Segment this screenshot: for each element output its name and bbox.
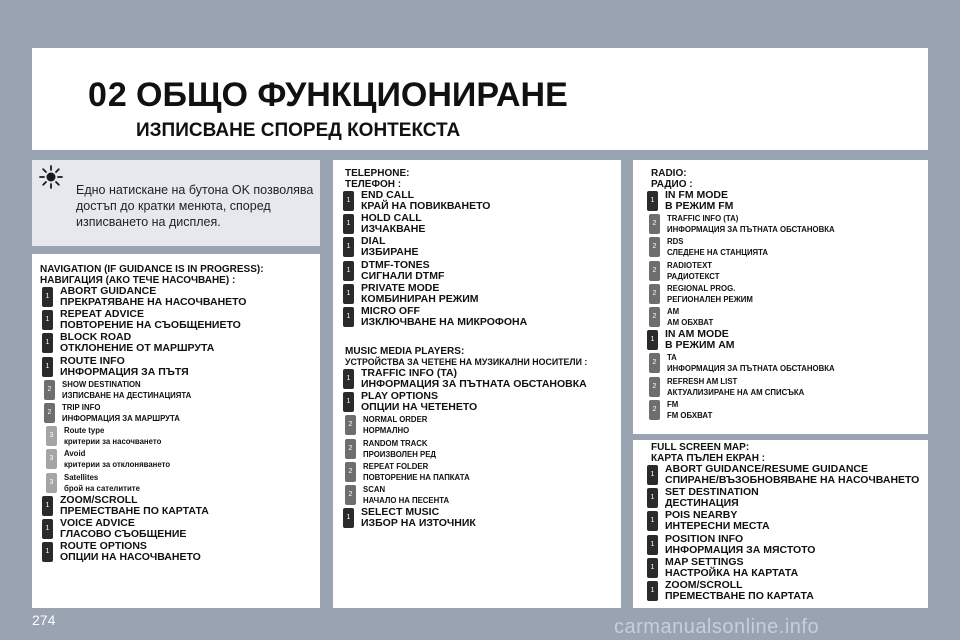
item-label-bg: ПОВТОРЕНИЕ НА ПАПКАТА <box>363 472 470 482</box>
item-label-en: TRAFFIC INFO (TA) <box>667 214 739 224</box>
item-label-bg: ПРОИЗВОЛЕН РЕД <box>363 449 436 459</box>
navigation-item <box>42 541 312 564</box>
item-label-bg: ИНТЕРЕСНИ МЕСТА <box>665 520 770 533</box>
item-label-bg: AM ОБХВАТ <box>667 317 714 327</box>
chapter-title: ОБЩО ФУНКЦИОНИРАНЕ <box>136 76 568 114</box>
navigation-item <box>42 379 312 402</box>
item-label-en: TRAFFIC INFO (TA) <box>361 367 458 379</box>
item-label-en: ZOOM/SCROLL <box>665 578 743 591</box>
level-badge: 2 <box>44 380 55 400</box>
telephone-item <box>343 260 613 283</box>
navigation-panel <box>32 254 320 608</box>
radio-item <box>647 352 925 375</box>
fullmap-item <box>647 487 925 510</box>
item-label-bg: ОТКЛОНЕНИЕ ОТ МАРШРУТА <box>60 342 215 355</box>
item-label-bg: В РЕЖИМ FM <box>665 200 734 212</box>
page-number: 274 <box>32 612 56 628</box>
fullmap-title-en: FULL SCREEN MAP: <box>651 442 750 453</box>
item-label-bg: СЛЕДЕНЕ НА СТАНЦИЯТА <box>667 248 769 258</box>
item-label-en: DTMF-TONES <box>361 258 430 271</box>
item-label-bg: ИНФОРМАЦИЯ ЗА ПЪТНАТА ОБСТАНОВКА <box>667 364 835 374</box>
item-label-bg: НАСТРОЙКА НА КАРТАТА <box>665 566 799 579</box>
item-label-en: IN FM MODE <box>665 189 728 201</box>
navigation-item <box>42 425 312 448</box>
level-badge: 2 <box>649 377 660 397</box>
item-label-bg: ГЛАСОВО СЪОБЩЕНИЕ <box>60 527 187 540</box>
level-badge: 2 <box>649 237 660 257</box>
navigation-item <box>42 356 312 379</box>
level-badge: 2 <box>649 353 660 373</box>
item-label-en: SET DESTINATION <box>665 486 759 499</box>
item-label-bg: ИНФОРМАЦИЯ ЗА МАРШРУТА <box>62 413 180 423</box>
item-label-en: POSITION INFO <box>665 532 744 545</box>
fullmap-item <box>647 534 925 557</box>
level-badge: 1 <box>343 508 354 528</box>
radio-item <box>647 376 925 399</box>
item-label-en: POIS NEARBY <box>665 509 738 522</box>
radio-title-bg: РАДИО : <box>651 179 693 190</box>
level-badge: 3 <box>46 473 57 493</box>
fullmap-title-bg: КАРТА ПЪЛЕН ЕКРАН : <box>651 453 766 464</box>
item-label-bg: ИЗЧАКВАНЕ <box>361 223 426 236</box>
item-label-bg: ПРЕМЕСТВАНЕ ПО КАРТАТА <box>60 504 209 517</box>
item-label-en: TRIP INFO <box>62 402 101 412</box>
item-label-en: FM <box>667 399 679 409</box>
item-label-bg: СПИРАНЕ/ВЪЗОБНОВЯВАНЕ НА НАСОЧВАНЕТО <box>665 474 920 486</box>
level-badge: 3 <box>46 449 57 469</box>
level-badge: 1 <box>647 511 658 531</box>
item-label-en: REFRESH AM LIST <box>667 376 738 386</box>
level-badge: 1 <box>42 357 53 377</box>
telephone-list <box>343 190 613 329</box>
item-label-en: SELECT MUSIC <box>361 506 440 519</box>
item-label-en: HOLD CALL <box>361 212 422 225</box>
item-label-en: VOICE ADVICE <box>60 516 135 529</box>
item-label-bg: КОМБИНИРАН РЕЖИМ <box>361 292 479 305</box>
level-badge: 1 <box>343 214 354 234</box>
item-label-en: BLOCK ROAD <box>60 331 132 344</box>
level-badge: 1 <box>343 307 354 327</box>
level-badge: 1 <box>343 191 354 211</box>
item-label-en: RANDOM TRACK <box>363 438 428 448</box>
item-label-en: REGIONAL PROG. <box>667 283 736 293</box>
level-badge: 1 <box>343 284 354 304</box>
navigation-item <box>42 286 312 309</box>
item-label-bg: ИЗПИСВАНЕ НА ДЕСТИНАЦИЯТА <box>62 390 192 400</box>
telephone-item <box>343 306 613 329</box>
telephone-item <box>343 213 613 236</box>
fullmap-item <box>647 464 925 487</box>
item-label-bg: НОРМАЛНО <box>363 426 410 436</box>
item-label-bg: ИЗБИРАНЕ <box>361 246 419 259</box>
level-badge: 1 <box>343 369 354 389</box>
level-badge: 1 <box>343 237 354 257</box>
item-label-bg: ИНФОРМАЦИЯ ЗА ПЪТНАТА ОБСТАНОВКА <box>361 378 587 390</box>
navigation-item <box>42 495 312 518</box>
radio-title-en: RADIO: <box>651 168 687 179</box>
music-item <box>343 461 613 484</box>
radio-item <box>647 283 925 306</box>
telephone-item <box>343 190 613 213</box>
item-label-en: MICRO OFF <box>361 304 420 317</box>
item-label-bg: НАЧАЛО НА ПЕСЕНТА <box>363 495 450 505</box>
level-badge: 1 <box>647 581 658 601</box>
item-label-bg: В РЕЖИМ AM <box>665 339 735 352</box>
music-item <box>343 368 613 391</box>
sun-icon <box>38 164 64 190</box>
item-label-en: PRIVATE MODE <box>361 281 440 294</box>
item-label-en: ROUTE INFO <box>60 354 125 367</box>
fullmap-item <box>647 557 925 580</box>
item-label-bg: СИГНАЛИ DTMF <box>361 269 445 282</box>
radio-item <box>647 190 925 213</box>
radio-item <box>647 236 925 259</box>
music-item <box>343 507 613 530</box>
item-label-en: ROUTE OPTIONS <box>60 540 147 553</box>
item-label-bg: АКТУАЛИЗИРАНЕ НА AM СПИСЪКА <box>667 387 805 397</box>
item-label-en: ABORT GUIDANCE <box>60 285 157 297</box>
item-label-bg: ДЕСТИНАЦИЯ <box>665 497 739 510</box>
level-badge: 2 <box>649 214 660 234</box>
telephone-music-panel <box>333 160 621 608</box>
item-label-bg: FM ОБХВАТ <box>667 410 713 420</box>
radio-item <box>647 399 925 422</box>
item-label-bg: КРАЙ НА ПОВИКВАНЕТО <box>361 200 491 212</box>
level-badge: 2 <box>345 485 356 505</box>
item-label-en: ZOOM/SCROLL <box>60 493 138 506</box>
tip-box <box>32 160 320 246</box>
item-label-bg: критерии за насочването <box>64 437 162 447</box>
navigation-title-bg: НАВИГАЦИЯ (АКО ТЕЧЕ НАСОЧВАНЕ) : <box>40 275 236 286</box>
item-label-en: REPEAT FOLDER <box>363 461 429 471</box>
level-badge: 1 <box>647 330 658 350</box>
fullmap-item <box>647 580 925 603</box>
radio-list <box>647 190 925 422</box>
item-label-en: REPEAT ADVICE <box>60 308 145 321</box>
level-badge: 1 <box>42 310 53 330</box>
fullmap-list <box>647 464 925 603</box>
navigation-list <box>42 286 312 564</box>
item-label-bg: ПРЕКРАТЯВАНЕ НА НАСОЧВАНЕТО <box>60 296 247 308</box>
level-badge: 1 <box>42 287 53 307</box>
level-badge: 1 <box>42 496 53 516</box>
navigation-item <box>42 309 312 332</box>
music-item <box>343 438 613 461</box>
level-badge: 2 <box>345 462 356 482</box>
level-badge: 2 <box>44 403 55 423</box>
level-badge: 1 <box>42 542 53 562</box>
level-badge: 1 <box>343 261 354 281</box>
item-label-en: Route type <box>64 426 105 436</box>
item-label-en: RADIOTEXT <box>667 260 713 270</box>
item-label-bg: ИНФОРМАЦИЯ ЗА ПЪТНАТА ОБСТАНОВКА <box>667 225 835 235</box>
item-label-en: DIAL <box>361 235 386 248</box>
chapter-header <box>32 48 928 150</box>
item-label-bg: ИНФОРМАЦИЯ ЗА МЯСТОТО <box>665 543 816 556</box>
item-label-bg: ПОВТОРЕНИЕ НА СЪОБЩЕНИЕТО <box>60 319 241 332</box>
level-badge: 2 <box>649 307 660 327</box>
navigation-item <box>42 448 312 471</box>
radio-panel <box>633 160 928 434</box>
item-label-bg: РЕГИОНАЛЕН РЕЖИМ <box>667 294 753 304</box>
item-label-bg: ИЗБОР НА ИЗТОЧНИК <box>361 517 476 530</box>
item-label-bg: ИНФОРМАЦИЯ ЗА ПЪТЯ <box>60 365 189 378</box>
radio-item <box>647 329 925 352</box>
item-label-bg: ИЗКЛЮЧВАНЕ НА МИКРОФОНА <box>361 315 528 328</box>
item-label-bg: РАДИОТЕКСТ <box>667 271 720 281</box>
level-badge: 2 <box>649 261 660 281</box>
item-label-en: Satellites <box>64 472 99 482</box>
item-label-bg: ОПЦИИ НА ЧЕТЕНЕТО <box>361 401 478 414</box>
level-badge: 1 <box>647 488 658 508</box>
music-item <box>343 484 613 507</box>
navigation-item <box>42 472 312 495</box>
item-label-en: Avoid <box>64 449 86 459</box>
level-badge: 1 <box>647 465 658 485</box>
telephone-item <box>343 236 613 259</box>
item-label-en: MAP SETTINGS <box>665 555 744 568</box>
watermark: carmanualsonline.info <box>614 616 820 638</box>
level-badge: 1 <box>42 333 53 353</box>
music-title-en: MUSIC MEDIA PLAYERS: <box>345 346 465 357</box>
item-label-en: NORMAL ORDER <box>363 415 428 425</box>
fullmap-item <box>647 510 925 533</box>
radio-item <box>647 260 925 283</box>
music-list <box>343 368 613 530</box>
telephone-title-bg: ТЕЛЕФОН : <box>345 179 402 190</box>
item-label-en: SHOW DESTINATION <box>62 379 141 389</box>
tip-text: Едно натискане на бутона OK позволява достъп до кратки менюта, според изписването на дисплея. <box>76 183 314 229</box>
level-badge: 1 <box>647 191 658 211</box>
music-title-bg: УСТРОЙСТВА ЗА ЧЕТЕНЕ НА МУЗИКАЛНИ НОСИТЕЛИ : <box>345 357 588 367</box>
item-label-bg: ПРЕМЕСТВАНЕ ПО КАРТАТА <box>665 589 814 602</box>
chapter-number: 02 <box>88 76 128 114</box>
item-label-en: IN AM MODE <box>665 328 729 341</box>
telephone-item <box>343 283 613 306</box>
item-label-en: END CALL <box>361 189 415 201</box>
level-badge: 3 <box>46 426 57 446</box>
radio-item <box>647 306 925 329</box>
level-badge: 2 <box>345 415 356 435</box>
navigation-item <box>42 518 312 541</box>
item-label-en: AM <box>667 306 680 316</box>
item-label-en: ABORT GUIDANCE/RESUME GUIDANCE <box>665 463 869 475</box>
navigation-title-en: NAVIGATION (IF GUIDANCE IS IN PROGRESS): <box>40 264 264 275</box>
music-item <box>343 391 613 414</box>
item-label-bg: брой на сателитите <box>64 483 140 493</box>
item-label-en: SCAN <box>363 484 386 494</box>
level-badge: 1 <box>42 519 53 539</box>
level-badge: 1 <box>343 392 354 412</box>
navigation-item <box>42 332 312 355</box>
level-badge: 1 <box>647 535 658 555</box>
item-label-en: RDS <box>667 237 684 247</box>
item-label-bg: критерии за отклоняването <box>64 460 171 470</box>
item-label-en: TA <box>667 353 677 363</box>
telephone-title-en: TELEPHONE: <box>345 168 410 179</box>
radio-item <box>647 213 925 236</box>
item-label-en: PLAY OPTIONS <box>361 390 439 403</box>
level-badge: 2 <box>649 400 660 420</box>
item-label-bg: ОПЦИИ НА НАСОЧВАНЕТО <box>60 551 201 564</box>
chapter-subtitle: ИЗПИСВАНЕ СПОРЕД КОНТЕКСТА <box>136 120 461 141</box>
level-badge: 2 <box>649 284 660 304</box>
level-badge: 2 <box>345 439 356 459</box>
fullmap-panel <box>633 440 928 608</box>
level-badge: 1 <box>647 558 658 578</box>
navigation-item <box>42 402 312 425</box>
music-item <box>343 414 613 437</box>
